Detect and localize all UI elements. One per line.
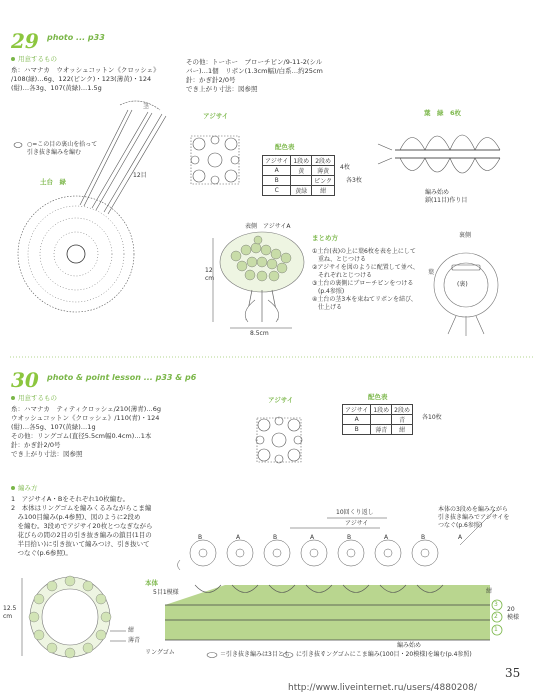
repeat-label: 10回くり返し: [336, 509, 374, 516]
hydrangea-label-band: アジサイ: [345, 520, 369, 527]
assembly-steps: ①土台(表)の上に葉6枚を表を上にして 重ね、とじつける ②アジサイを図のように配置して並べ、 それぞれとじつける ③土台の裏側にブローチピンをつける (p.4参照) ④土台の茎3本を束ねてリボンを結び、 仕上げる: [312, 248, 419, 311]
row-mark-3: 3: [494, 601, 498, 608]
base-crochet-chart: [18, 196, 134, 312]
table-count-2: 各3枚: [346, 177, 362, 184]
back-center-label: (裏): [457, 281, 468, 288]
bullet-icon: [11, 486, 15, 490]
row-mark-1: 1: [494, 626, 498, 633]
label-a-2: A: [310, 534, 315, 541]
stem-length-label: 12目: [133, 172, 147, 179]
label-b-1: B: [198, 534, 203, 541]
method-heading: 編み方: [11, 484, 38, 493]
footer-url[interactable]: http://www.liveinternet.ru/users/4880208/: [288, 683, 477, 693]
ring-label: リングゴム: [145, 649, 175, 656]
start-note: 編み始め: [397, 642, 422, 649]
label-a-3: A: [384, 534, 389, 541]
section-title-30: photo & point lesson ... p33 & p6: [47, 373, 197, 382]
assembly-heading: まとめ方: [312, 234, 338, 242]
navy-label: 紺: [128, 627, 135, 634]
color-table-30: アジサイ 1段め 2段め A 青 B 薄青 紺: [342, 404, 413, 435]
ring-illustration: [22, 576, 126, 658]
legend-text-1: ＝引き抜き編みは3目とも: [220, 651, 290, 658]
label-b-3: B: [347, 534, 352, 541]
color-table-title-30: 配色表: [368, 393, 388, 401]
hydrangea-motif-chart-30: [256, 417, 302, 463]
blue-label: 薄青: [128, 637, 141, 644]
color-table-title-29: 配色表: [275, 143, 295, 151]
hydrangea-label-30: アジサイ: [268, 396, 294, 404]
table-count-1: 4枚: [340, 164, 350, 171]
start-note-2: リングゴムにこま編み(100目・20模様)を編む(p.4参照): [320, 651, 472, 658]
materials-heading-29: 用意するもの: [11, 55, 57, 64]
section-number-29: 29: [11, 29, 39, 53]
section-title-29: photo ... p33: [47, 33, 105, 42]
bullet-icon: [11, 396, 15, 400]
navy-row-label: 紺: [486, 588, 493, 595]
label-a-1: A: [236, 534, 241, 541]
body-label: 本体: [145, 579, 158, 587]
page-number: 35: [505, 666, 521, 680]
materials-heading-30: 用意するもの: [11, 394, 57, 403]
height-label-30: 12.5 cm: [3, 605, 17, 620]
width-label: 8.5cm: [250, 330, 269, 337]
materials-29: 糸：ハマナカ ウオッシュコットン《クロッシェ》 /108(緑)…6g、122(ピンク)・123(薄黄)・124 (紺)…各3g、107(黄緑)…1.5g: [11, 66, 160, 92]
leaf-label: 葉 緑 6枚: [424, 109, 462, 117]
hydrangea-motif-chart: [191, 136, 239, 184]
leaf-start-note: 編み始め 鎖(11目)作り目: [425, 189, 468, 204]
hydrangea-label-29: アジサイ: [203, 112, 229, 120]
method-steps: 1 アジサイA・Bをそれぞれ10枚編む。 2 本体はリングゴムを編みくるみながらこま編 み100目編み(p.4参照)、図のように2段め を編む。3段めでアジサイ20枚とつなぎながら 花びらの間の2目の引き抜き編みの鎖目(1目の 半目拾い)に引き抜いて編みつけ、引き抜いて つなぐ(p.6参照)。: [11, 495, 153, 557]
stem-label: 茎: [143, 103, 150, 110]
label-b-2: B: [273, 534, 278, 541]
label-a-4: A: [458, 534, 463, 541]
section-number-30: 30: [11, 368, 39, 392]
front-label: 表側 アジサイA: [245, 223, 291, 230]
row-mark-2: 2: [494, 613, 498, 620]
back-note: ○=この目の裏山を拾って 引き抜き編みを編む: [27, 141, 98, 156]
bouquet-back-illustration: [434, 253, 498, 336]
others-29: その他：トーホー ブローチピン/9-11-2(シル バー)…1個 リボン(1.3cm幅)/白系…約25cm 針：かぎ針2/0号 でき上がり寸法：図参照: [186, 58, 323, 93]
join-note: 本体の3段めを編みながら 引き抜き編みでアジサイを つなぐ(p.6参照): [438, 506, 510, 529]
base-label: 土台 緑: [40, 178, 66, 186]
legend-text-2: に引き抜く: [296, 651, 327, 658]
leaf-chart: [378, 135, 500, 173]
color-table-29: アジサイ 1段め 2段め A 黄 薄黄 B ピンク C 黄緑 紺: [262, 155, 335, 196]
stem-chart: [80, 101, 166, 214]
leaf-mark: 葉: [428, 269, 435, 276]
bouquet-front-illustration: [213, 232, 304, 328]
back-side-label: 裏側: [459, 232, 472, 239]
side-count: 20 模様: [507, 606, 520, 621]
table-count-30: 各10枚: [422, 414, 442, 421]
label-b-4: B: [421, 534, 426, 541]
body-mark: 5目1模様: [153, 589, 179, 596]
materials-30: 糸：ハマナカ ティティクロッシェ/210(薄青)…6g ウオッシュコットン《クロッシェ》/110(青)・124 (紺)…各5g、107(黄緑)…1g その他：リングゴム(直径5.5cm幅0.4cm)…1本 針：かぎ針2/0号 でき上がり寸法：図参照: [11, 405, 161, 458]
height-label: 12 cm: [205, 267, 215, 282]
